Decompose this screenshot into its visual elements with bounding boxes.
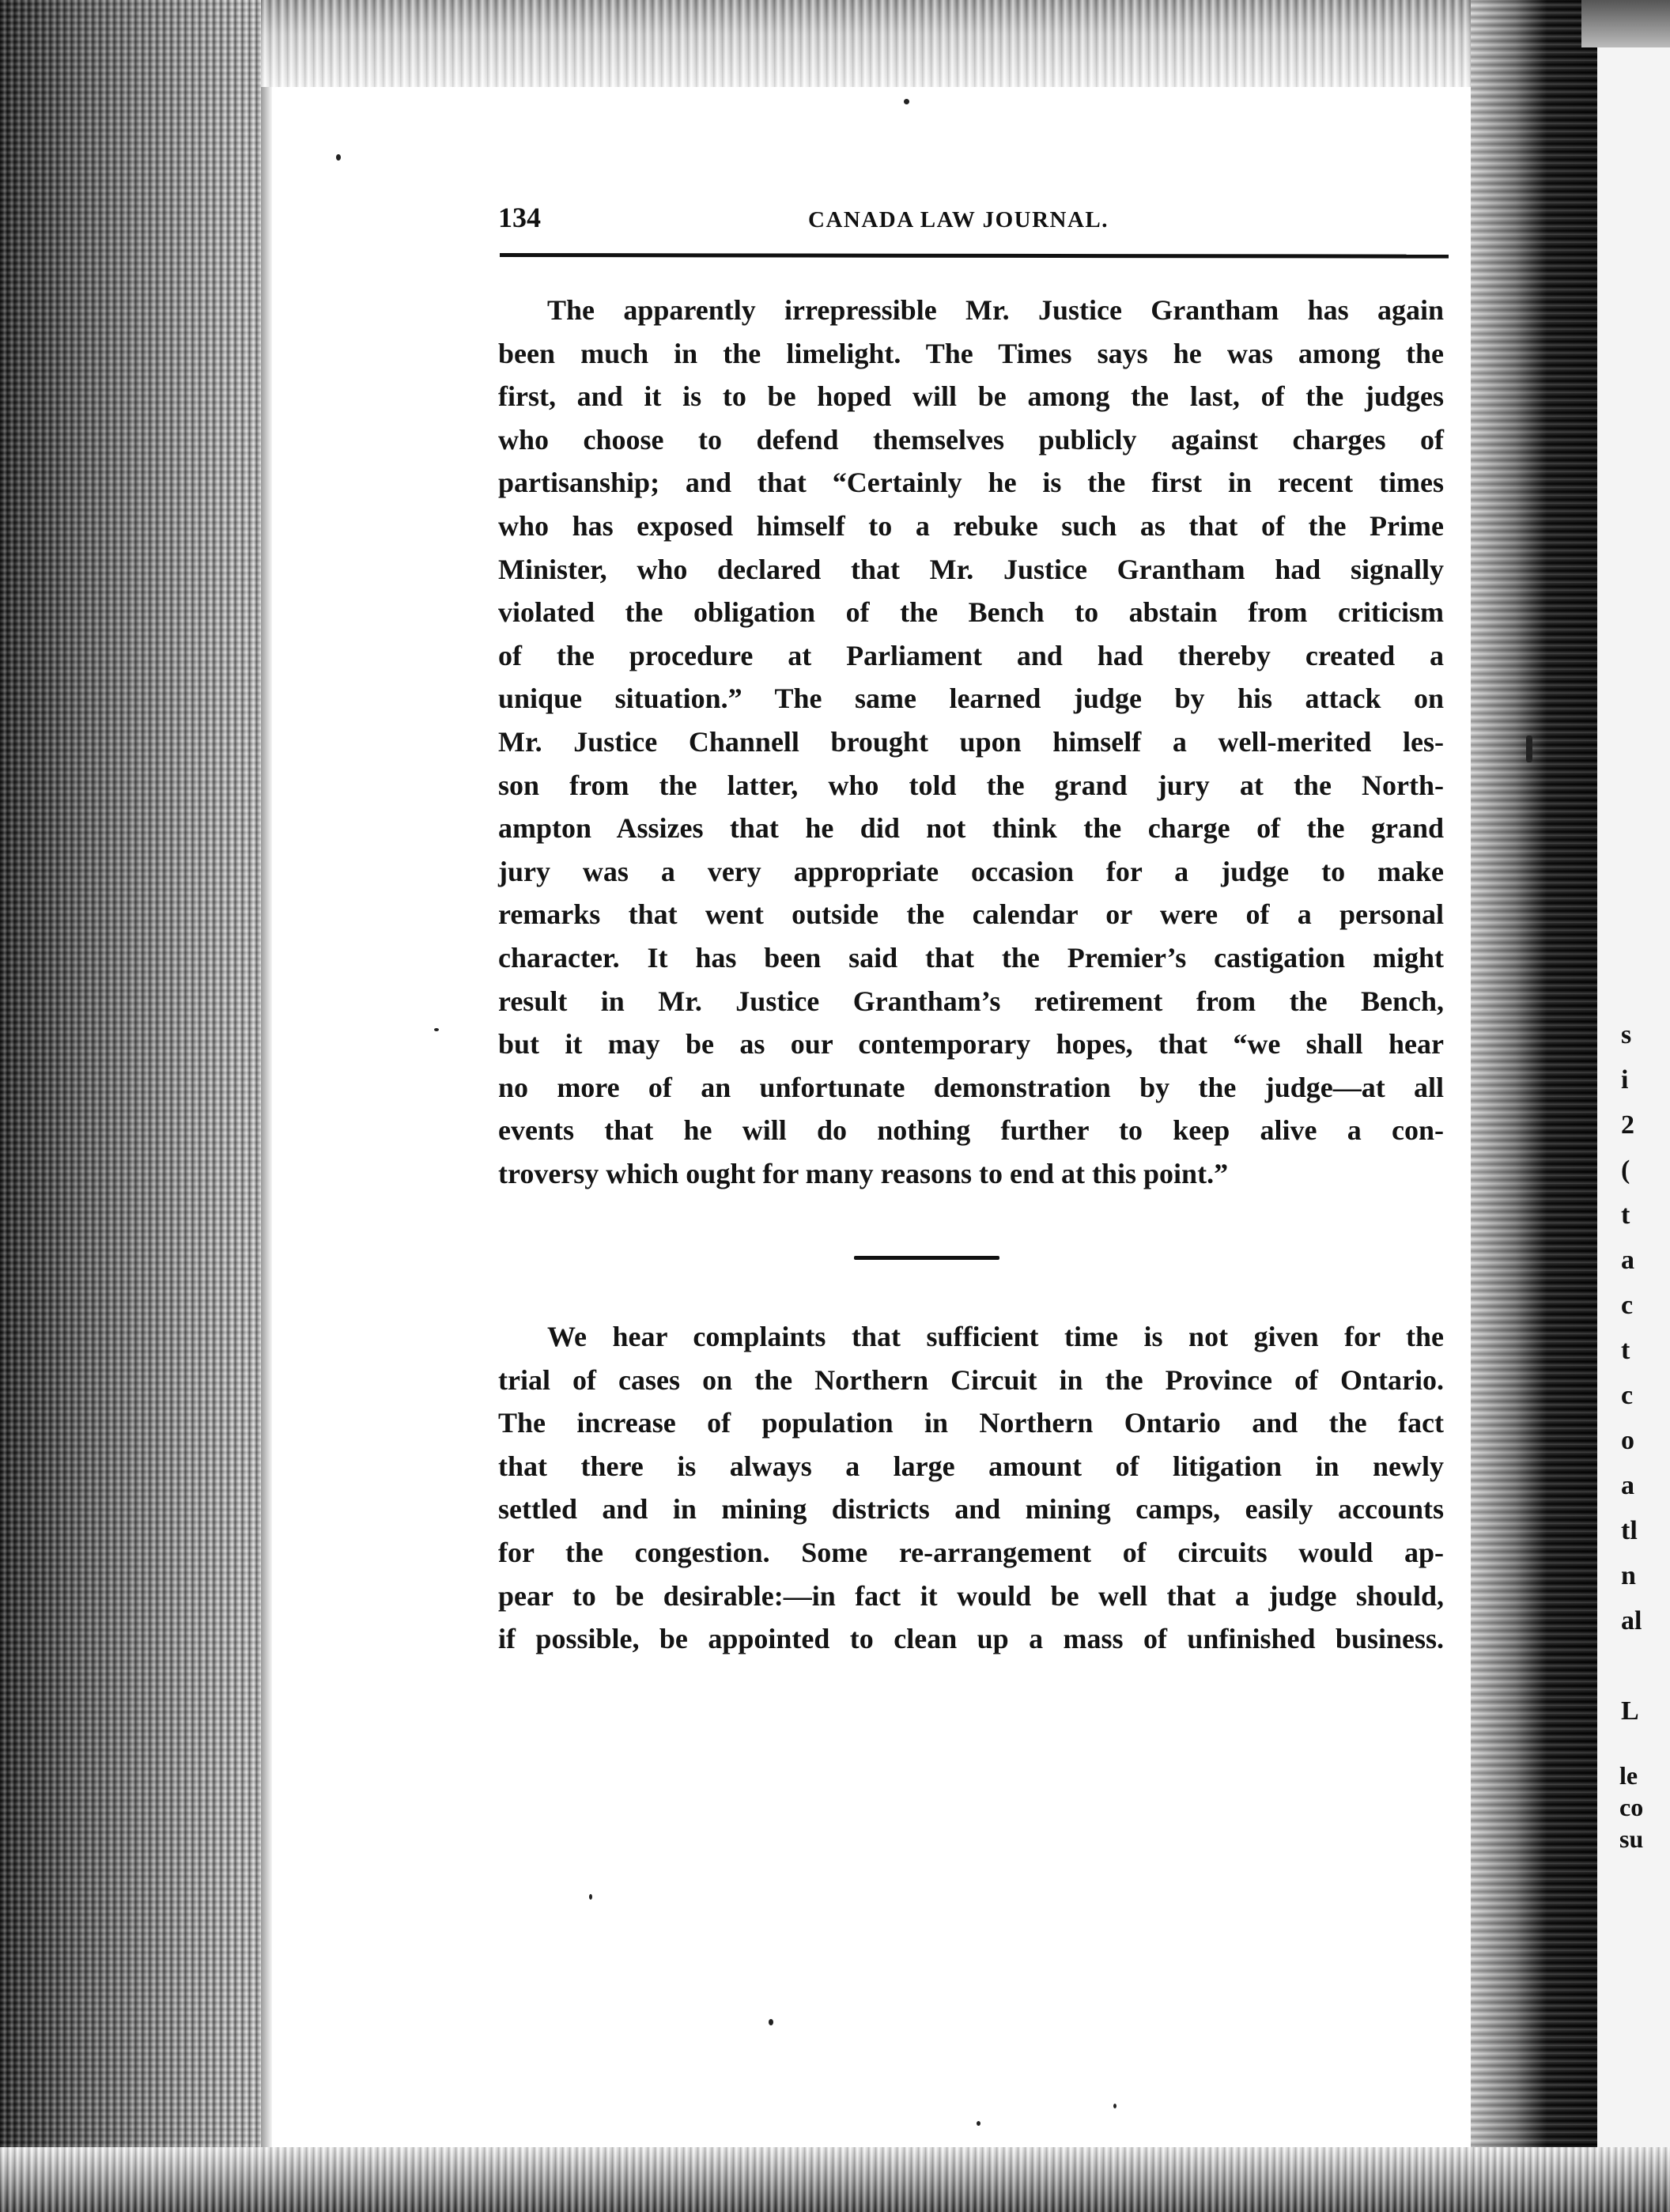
page-header: [498, 201, 1447, 245]
text-line: of the procedure at Parliament and had thereby created a: [498, 639, 1444, 671]
text-line: pear to be desirable:—in fact it would be well that a judge should,: [498, 1579, 1444, 1612]
book-binding-right: [1471, 0, 1597, 2212]
scan-speck: [977, 2121, 980, 2126]
text-line: result in Mr. Justice Grantham’s retirement from the Bench,: [498, 985, 1444, 1017]
facing-letter: n: [1621, 1561, 1636, 1590]
article-paragraph-1: [498, 289, 1444, 1195]
running-head: CANADA LAW JOURNAL.: [808, 207, 1109, 233]
facing-page-bottom-text: [1619, 1760, 1670, 1855]
facing-letter: a: [1621, 1471, 1634, 1500]
text-line: remarks that went outside the calendar or were of a personal: [498, 898, 1444, 931]
scan-speck: [769, 2019, 773, 2025]
facing-letter: c: [1621, 1291, 1634, 1320]
text-line: We hear complaints that sufficient time is not given for the: [547, 1321, 1444, 1352]
text-line: no more of an unfortunate demonstration by the judge—at all: [498, 1071, 1444, 1103]
text-line: The apparently irrepressible Mr. Justice Grantham has again: [547, 294, 1444, 326]
text-line: troversy which ought for many reasons to end at this point.”: [498, 1157, 1229, 1189]
text-line: son from the latter, who told the grand jury at the North-: [498, 769, 1444, 801]
scan-speck: [904, 99, 909, 104]
facing-letter: (: [1621, 1155, 1630, 1185]
facing-letter: al: [1621, 1606, 1642, 1635]
facing-letter: L: [1621, 1696, 1639, 1726]
article-paragraph-2: [498, 1315, 1444, 1661]
text-line: that there is always a large amount of litigation in newly: [498, 1450, 1444, 1482]
scan-edge-bottom: [0, 2147, 1670, 2212]
facing-letter: le: [1619, 1761, 1638, 1790]
scan-shadow-left: [0, 0, 261, 2212]
text-line: partisanship; and that “Certainly he is the first in recent times: [498, 467, 1444, 499]
text-line: ampton Assizes that he did not think the charge of the grand: [498, 812, 1444, 845]
page-number: 134: [498, 202, 541, 233]
scan-edge-top-right: [1581, 0, 1670, 47]
facing-letter: 2: [1621, 1110, 1634, 1140]
facing-letter: [1621, 1643, 1668, 1688]
scan-edge-top: [261, 0, 1471, 87]
text-line: unique situation.” The same learned judge by his attack on: [498, 683, 1444, 715]
scan-speck: [1526, 735, 1532, 762]
text-line: Minister, who declared that Mr. Justice Grantham had signally: [498, 553, 1444, 585]
section-separator-rule: [854, 1256, 999, 1260]
text-line: been much in the limelight. The Times says he was among the: [498, 337, 1444, 369]
scan-speck: [589, 1894, 592, 1900]
text-line: settled and in mining districts and mining camps, easily accounts: [498, 1493, 1444, 1526]
text-line: but it may be as our contemporary hopes, that “we shall hear: [498, 1028, 1444, 1061]
scan-speck: [1113, 2104, 1116, 2108]
text-line: if possible, be appointed to clean up a mass of unfinished business.: [498, 1623, 1444, 1655]
scan-speck: [336, 154, 341, 161]
text-line: Mr. Justice Channell brought upon himself a well-merited les-: [498, 725, 1444, 758]
facing-letter: i: [1621, 1065, 1629, 1095]
text-line: who choose to defend themselves publicly against charges of: [498, 423, 1444, 456]
facing-letter: t: [1621, 1201, 1630, 1230]
text-line: character. It has been said that the Premier’s castigation might: [498, 941, 1444, 974]
facing-letter: s: [1621, 1020, 1632, 1049]
page-edge-left: [261, 0, 272, 2212]
facing-letter: su: [1619, 1824, 1644, 1853]
facing-page-margin-text: [1621, 1012, 1668, 1734]
facing-letter: c: [1621, 1381, 1634, 1410]
facing-letter: t: [1621, 1336, 1630, 1365]
facing-letter: a: [1621, 1246, 1634, 1275]
header-rule: [500, 253, 1449, 259]
text-line: for the congestion. Some re-arrangement of circuits would ap-: [498, 1536, 1444, 1568]
text-line: first, and it is to be hoped will be among the last, of the judges: [498, 380, 1444, 413]
scan-speck: [434, 1028, 439, 1031]
facing-letter: o: [1621, 1426, 1634, 1455]
text-line: violated the obligation of the Bench to abstain from criticism: [498, 596, 1444, 629]
facing-letter: co: [1619, 1793, 1644, 1821]
text-line: The increase of population in Northern Ontario and the fact: [498, 1407, 1444, 1439]
facing-letter: tl: [1621, 1516, 1638, 1545]
text-line: events that he will do nothing further to keep alive a con-: [498, 1114, 1444, 1147]
text-line: trial of cases on the Northern Circuit in the Province of Ontario.: [498, 1363, 1444, 1396]
text-line: jury was a very appropriate occasion for a judge to make: [498, 855, 1444, 887]
text-line: who has exposed himself to a rebuke such as that of the Prime: [498, 509, 1444, 542]
